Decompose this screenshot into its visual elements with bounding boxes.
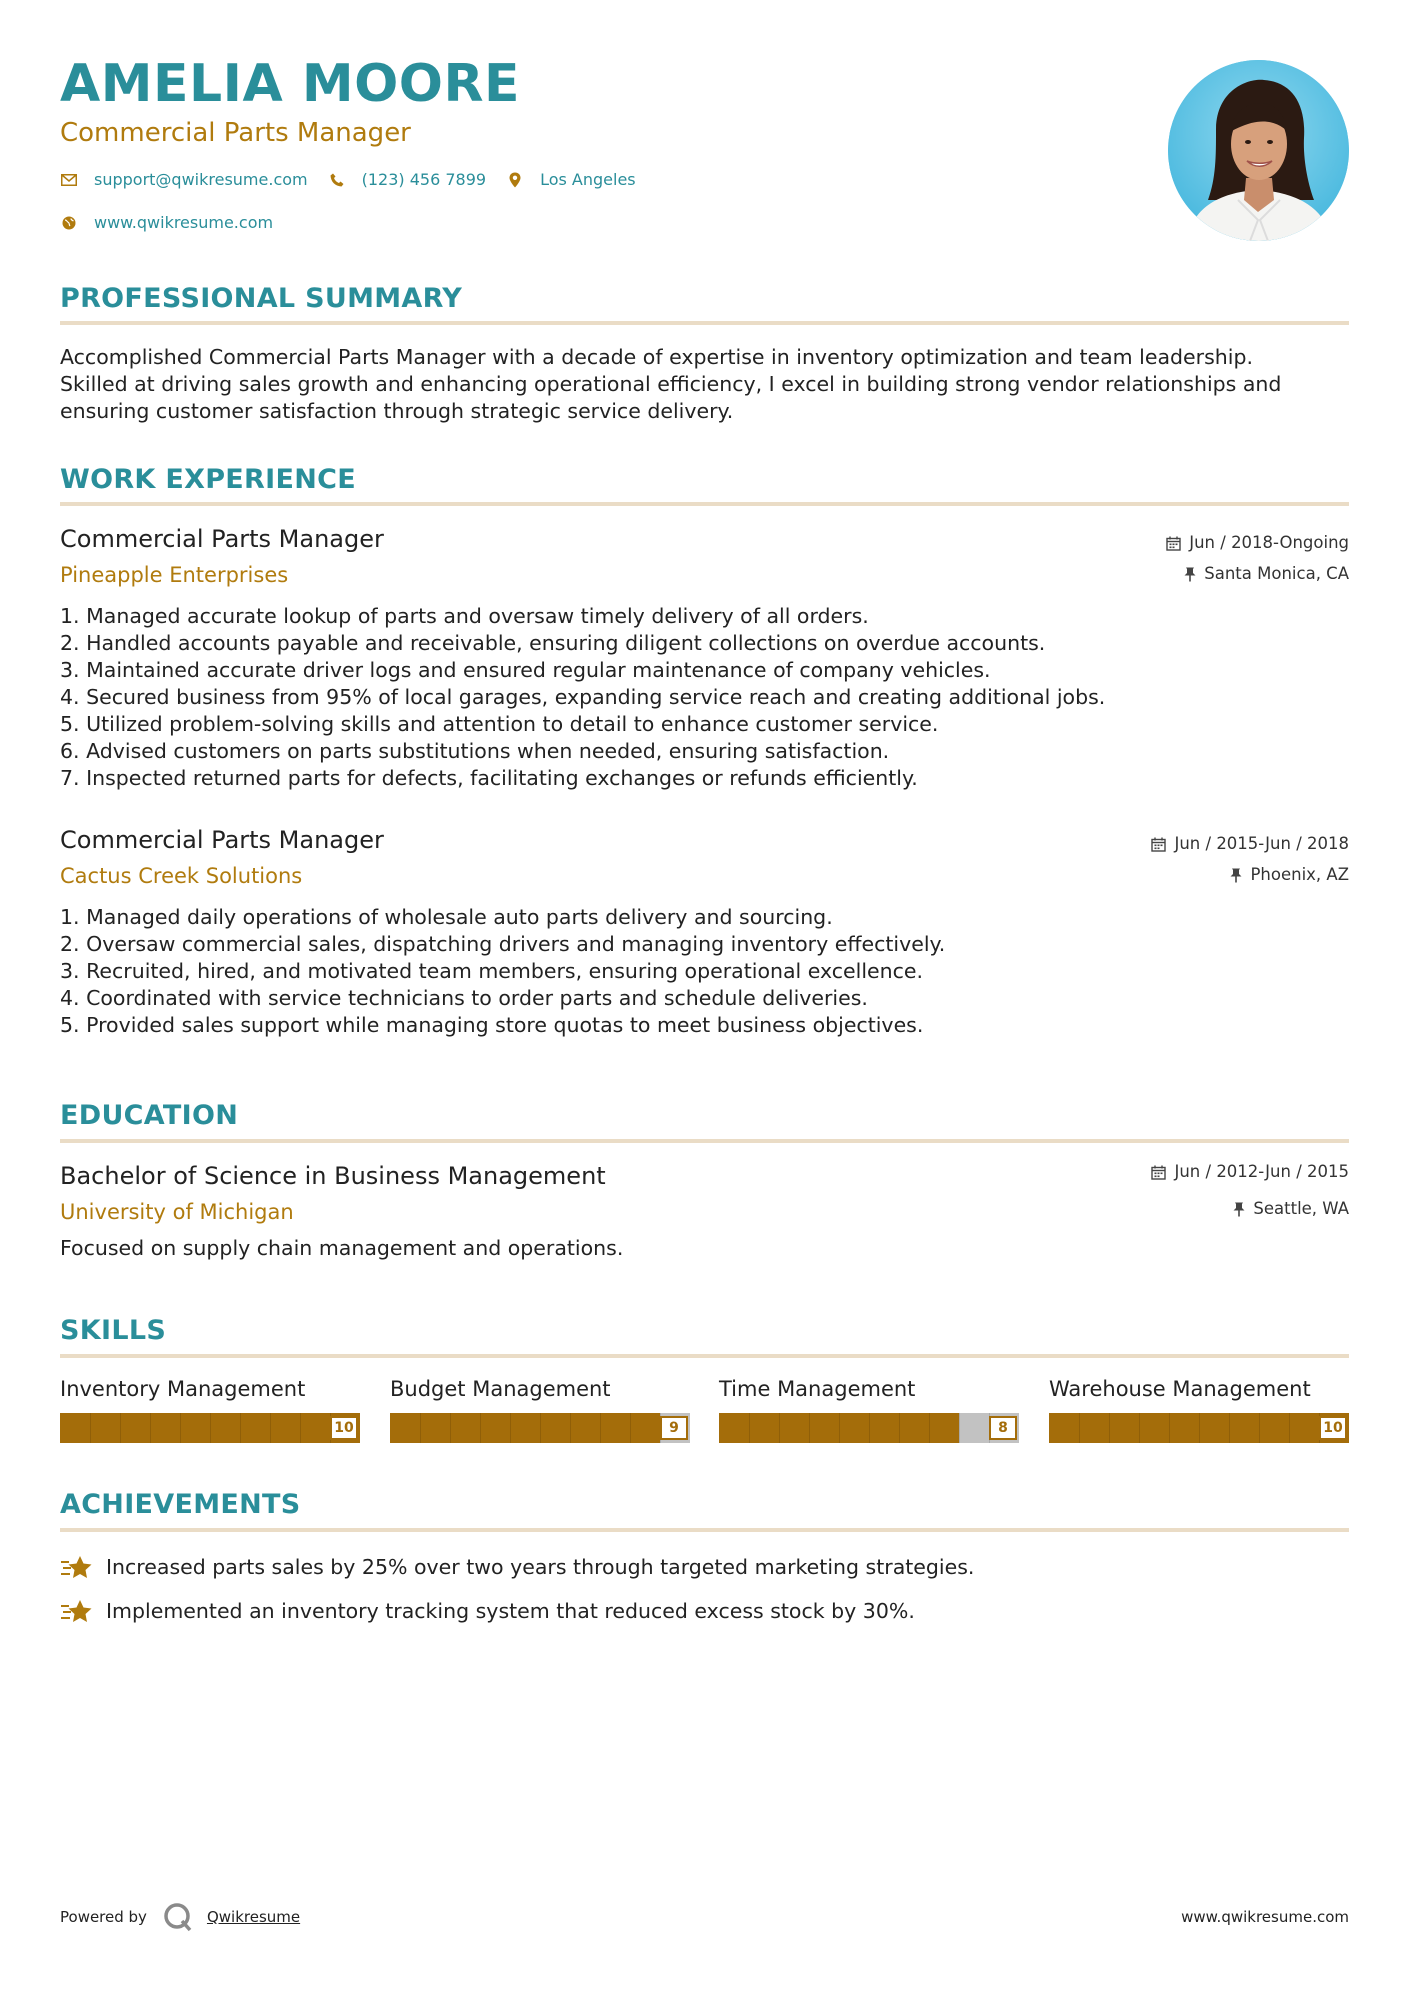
list-item: 5. Utilized problem-solving skills and attention to detail to enhance customer service. xyxy=(60,712,939,736)
list-item: 4. Coordinated with service technicians to order parts and schedule deliveries. xyxy=(60,986,868,1010)
skill-bar-segment xyxy=(809,1413,810,1443)
achievement-text: Implemented an inventory tracking system that reduced excess stock by 30%. xyxy=(106,1598,915,1623)
skill-bar-segment xyxy=(1109,1413,1110,1443)
skill-bar-segment xyxy=(240,1413,241,1443)
job-dates-text: Jun / 2018-Ongoing xyxy=(1189,533,1349,552)
skill-bar-segment xyxy=(630,1413,631,1443)
skill-bar-segment xyxy=(1259,1413,1260,1443)
skill-name: Budget Management xyxy=(390,1377,611,1401)
skill-bar-segment xyxy=(210,1413,211,1443)
list-item: 3. Recruited, hired, and motivated team members, ensuring operational excellence. xyxy=(60,959,924,983)
location-text: Los Angeles xyxy=(540,170,636,189)
candidate-title: Commercial Parts Manager xyxy=(60,118,411,148)
skill-bar-segment xyxy=(1199,1413,1200,1443)
globe-icon xyxy=(60,215,78,231)
website-link[interactable]: www.qwikresume.com xyxy=(94,213,274,232)
job-location-text: Phoenix, AZ xyxy=(1250,865,1349,884)
contact-row xyxy=(60,172,656,188)
skill-bar xyxy=(390,1413,690,1443)
skill-bar-segment xyxy=(899,1413,900,1443)
section-divider xyxy=(60,502,1349,506)
summary-heading: PROFESSIONAL SUMMARY xyxy=(60,283,463,314)
skill-name: Warehouse Management xyxy=(1049,1377,1311,1401)
skill-name: Inventory Management xyxy=(60,1377,306,1401)
skill-bar-segment xyxy=(480,1413,481,1443)
skill-bar-segment xyxy=(270,1413,271,1443)
qwikresume-link[interactable]: Qwikresume xyxy=(206,1908,301,1926)
education-location-text: Seattle, WA xyxy=(1253,1199,1349,1218)
job-dates xyxy=(1166,535,1349,552)
skill-bar-segment xyxy=(839,1413,840,1443)
star-award-icon xyxy=(60,1552,94,1582)
education-dates-text: Jun / 2012-Jun / 2015 xyxy=(1174,1162,1349,1181)
skill-bar-segment xyxy=(1289,1413,1290,1443)
job-bullets xyxy=(60,904,1260,1039)
skill-score: 8 xyxy=(989,1416,1017,1440)
skill-bar-segment xyxy=(180,1413,181,1443)
summary-line: Skilled at driving sales growth and enhancing operational efficiency, I excel in building strong vendor relationships and xyxy=(60,372,1282,396)
list-item: 2. Oversaw commercial sales, dispatching drivers and managing inventory effectively. xyxy=(60,932,946,956)
list-item: 1. Managed daily operations of wholesale auto parts delivery and sourcing. xyxy=(60,905,833,929)
skill-bar-segment xyxy=(600,1413,601,1443)
section-divider xyxy=(60,1139,1349,1143)
skill-bar-segment xyxy=(150,1413,151,1443)
footer-url[interactable]: www.qwikresume.com xyxy=(1181,1908,1349,1926)
job-dates-text: Jun / 2015-Jun / 2018 xyxy=(1174,834,1349,853)
achievement-item xyxy=(60,1552,974,1582)
skill-bar-segment xyxy=(869,1413,870,1443)
summary-line: Accomplished Commercial Parts Manager with a decade of expertise in inventory optimization and team leadership. xyxy=(60,345,1253,369)
skill-bar-segment xyxy=(749,1413,750,1443)
skill-bar-segment xyxy=(570,1413,571,1443)
skill-bar-segment xyxy=(959,1413,960,1443)
achievement-text: Increased parts sales by 25% over two years through targeted marketing strategies. xyxy=(106,1554,975,1579)
education-location xyxy=(1233,1201,1349,1218)
job-location xyxy=(1184,566,1349,583)
company-name: Pineapple Enterprises xyxy=(60,563,289,587)
skill-score: 9 xyxy=(660,1416,688,1440)
skill-bar-segment xyxy=(1169,1413,1170,1443)
skill-bar xyxy=(719,1413,1019,1443)
experience-heading: WORK EXPERIENCE xyxy=(60,464,356,495)
website-row xyxy=(60,215,293,231)
skill-bar-segment xyxy=(779,1413,780,1443)
list-item: 3. Maintained accurate driver logs and ensured regular maintenance of company vehicles. xyxy=(60,658,991,682)
summary-text xyxy=(60,344,1349,425)
skill-bar-segment xyxy=(1139,1413,1140,1443)
powered-by-label: Powered by xyxy=(60,1908,147,1926)
section-divider xyxy=(60,1354,1349,1358)
skill-bar-segment xyxy=(90,1413,91,1443)
candidate-name: AMELIA MOORE xyxy=(60,54,521,114)
section-divider xyxy=(60,1528,1349,1532)
education-heading: EDUCATION xyxy=(60,1100,239,1131)
skill-bar xyxy=(1049,1413,1349,1443)
company-name: Cactus Creek Solutions xyxy=(60,864,303,888)
calendar-icon xyxy=(1151,1165,1166,1180)
list-item: 4. Secured business from 95% of local garages, expanding service reach and creating additional jobs. xyxy=(60,685,1106,709)
qwikresume-logo-icon xyxy=(163,1902,193,1932)
calendar-icon xyxy=(1151,837,1166,852)
map-pin-icon xyxy=(506,172,524,188)
list-item: 7. Inspected returned parts for defects, facilitating exchanges or refunds efficiently. xyxy=(60,766,918,790)
job-bullets xyxy=(60,603,1260,792)
list-item: 1. Managed accurate lookup of parts and oversaw timely delivery of all orders. xyxy=(60,604,869,628)
envelope-icon xyxy=(60,172,78,188)
school-name: University of Michigan xyxy=(60,1200,294,1224)
skill-bar xyxy=(60,1413,360,1443)
skill-bar-segment xyxy=(1229,1413,1230,1443)
skill-score: 10 xyxy=(330,1416,358,1440)
skill-score: 10 xyxy=(1319,1416,1347,1440)
pushpin-icon xyxy=(1230,868,1242,883)
skill-bar-segment xyxy=(540,1413,541,1443)
skill-bar-segment xyxy=(510,1413,511,1443)
job-location-text: Santa Monica, CA xyxy=(1204,564,1349,583)
list-item: 6. Advised customers on parts substitutions when needed, ensuring satisfaction. xyxy=(60,739,890,763)
achievements-heading: ACHIEVEMENTS xyxy=(60,1489,301,1520)
skill-bar-segment xyxy=(1079,1413,1080,1443)
calendar-icon xyxy=(1166,536,1181,551)
skill-bar-segment xyxy=(420,1413,421,1443)
skill-bar-segment xyxy=(300,1413,301,1443)
skill-name: Time Management xyxy=(719,1377,916,1401)
profile-photo xyxy=(1168,60,1349,241)
skill-bar-segment xyxy=(120,1413,121,1443)
phone-text: (123) 456 7899 xyxy=(361,170,487,189)
degree-title: Bachelor of Science in Business Management xyxy=(60,1162,606,1190)
list-item: 2. Handled accounts payable and receivable, ensuring diligent collections on overdue accounts. xyxy=(60,631,1046,655)
skills-heading: SKILLS xyxy=(60,1315,167,1346)
job-title: Commercial Parts Manager xyxy=(60,525,384,553)
job-title: Commercial Parts Manager xyxy=(60,826,384,854)
section-divider xyxy=(60,321,1349,325)
job-location xyxy=(1230,867,1349,884)
pushpin-icon xyxy=(1184,567,1196,582)
education-description: Focused on supply chain management and operations. xyxy=(60,1236,624,1260)
job-dates xyxy=(1151,836,1349,853)
skill-bar-segment xyxy=(450,1413,451,1443)
skill-bar-segment xyxy=(929,1413,930,1443)
education-dates xyxy=(1151,1164,1349,1181)
achievement-item xyxy=(60,1596,915,1626)
pushpin-icon xyxy=(1233,1202,1245,1217)
email-link[interactable]: support@qwikresume.com xyxy=(94,170,308,189)
list-item: 5. Provided sales support while managing store quotas to meet business objectives. xyxy=(60,1013,924,1037)
footer-powered-by xyxy=(60,1902,300,1932)
phone-icon xyxy=(328,172,346,188)
star-award-icon xyxy=(60,1596,94,1626)
summary-line: ensuring customer satisfaction through strategic service delivery. xyxy=(60,399,734,423)
skill-bar-fill xyxy=(390,1413,660,1443)
